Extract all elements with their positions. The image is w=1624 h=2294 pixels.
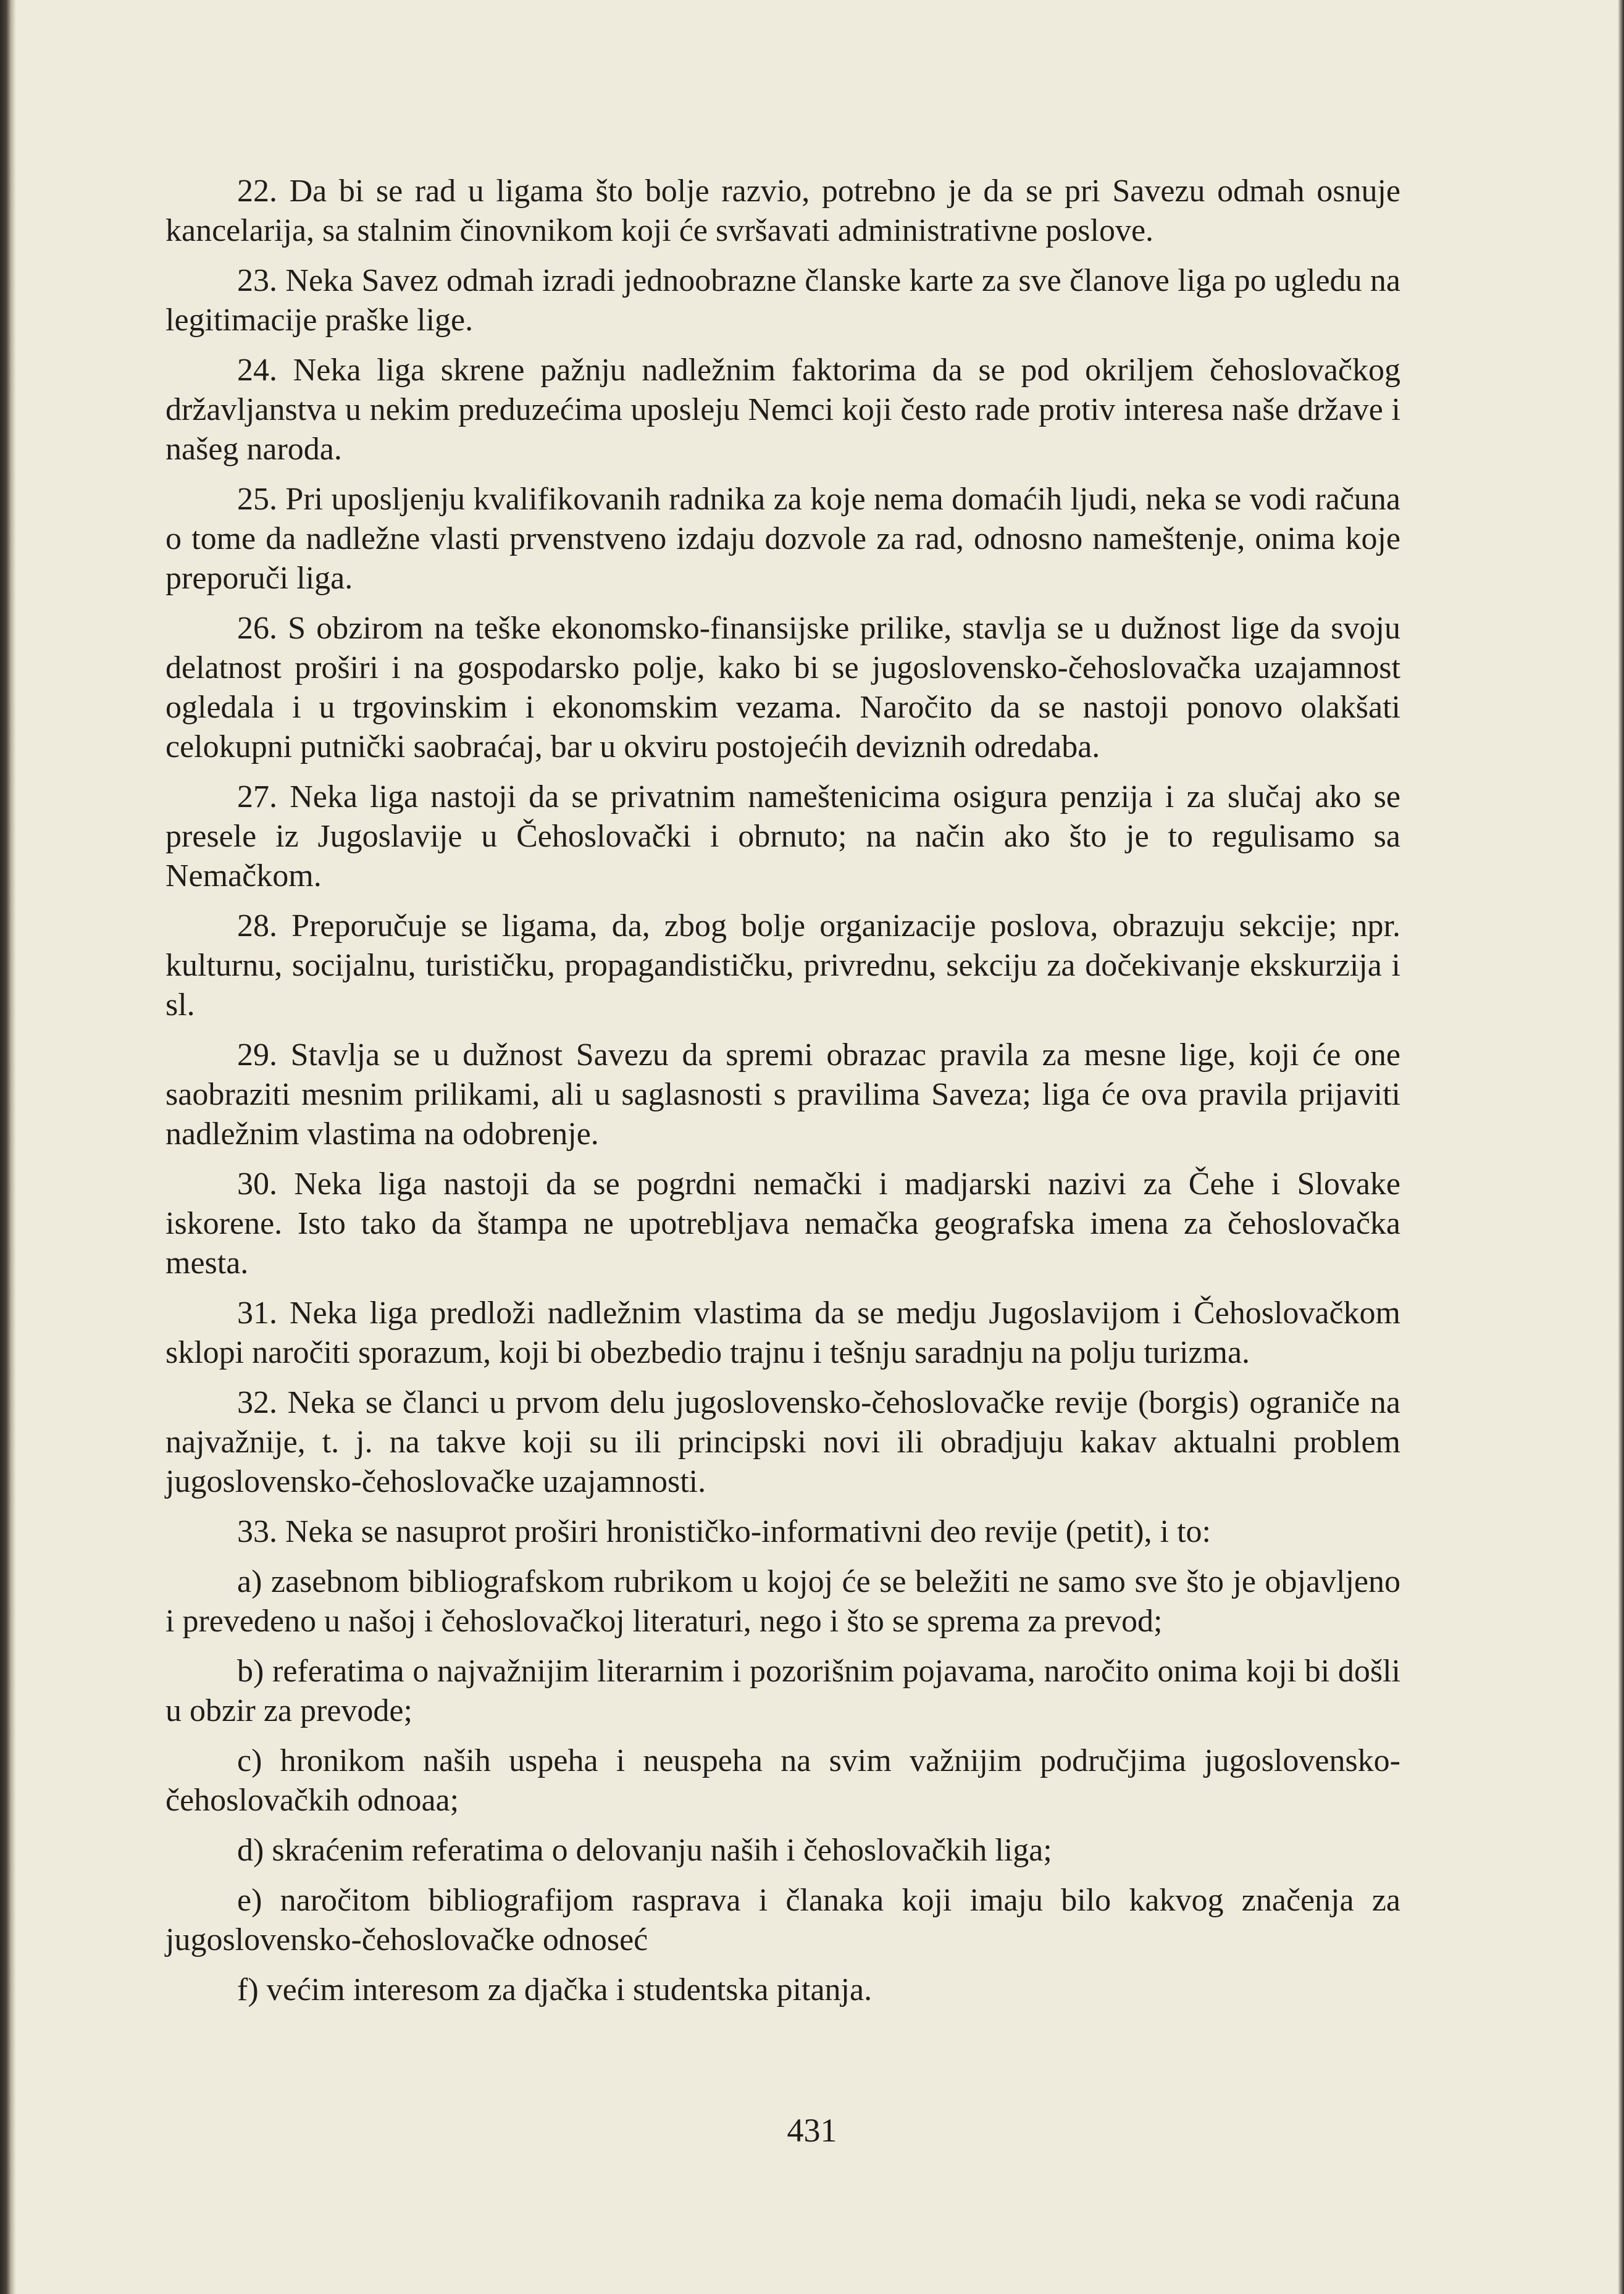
list-item-c: c) hronikom naših uspeha i neuspeha na svim važnijim područjima jugoslovensko-čehoslovačkih odnoaa; xyxy=(165,1743,1400,1818)
page-body xyxy=(165,172,1400,2020)
page-binding-edge xyxy=(0,0,16,2294)
paragraph-25: 25. Pri uposljenju kvalifikovanih radnika za koje nema domaćih ljudi, neka se vodi računa o tome da nadležne vlasti prvenstveno izdaju dozvole za rad, odnosno nameštenje, onima koje preporuči liga. xyxy=(165,482,1400,596)
list-item-f: f) većim interesom za djačka i studentska pitanja. xyxy=(237,1972,873,2007)
list-item-d: d) skraćenim referatima o delovanju naših i čehoslovačkih liga; xyxy=(237,1833,1052,1868)
paragraph-28: 28. Preporučuje se ligama, da, zbog bolje organizacije poslova, obrazuju sekcije; npr. kulturnu, socijalnu, turističku, propagandističku, privrednu, sekciju za dočekivanje ekskurzija i sl. xyxy=(165,908,1400,1023)
paragraph-32: 32. Neka se članci u prvom delu jugoslovensko-čehoslovačke revije (borgis) ograniče na najvažnije, t. j. na takve koji su ili principski novi ili obradjuju kakav aktualni problem jugoslovensko-čehoslovačke uzajamnosti. xyxy=(165,1385,1400,1499)
paragraph-23: 23. Neka Savez odmah izradi jednoobrazne članske karte za sve članove liga po ugledu na legitimacije praške lige. xyxy=(165,263,1400,338)
page-right-edge xyxy=(1618,0,1624,2294)
paragraph-26: 26. S obzirom na teške ekonomsko-finansijske prilike, stavlja se u dužnost lige da svoju delatnost proširi i na gospodarsko polje, kako bi se jugoslovensko-čehoslovačka uzajamnost ogledala i u trgovinskim i ekonomskim vezama. Naročito da se nastoji ponovo olakšati celokupni putnički saobraćaj, bar u okviru postojećih deviznih odredaba. xyxy=(165,611,1400,764)
paragraph-22: 22. Da bi se rad u ligama što bolje razvio, potrebno je da se pri Savezu odmah osnuje kancelarija, sa stalnim činovnikom koji će svršavati administrativne poslove. xyxy=(165,174,1400,248)
paragraph-30: 30. Neka liga nastoji da se pogrdni nemački i madjarski nazivi za Čehe i Slovake iskorene. Isto tako da štampa ne upotrebljava nemačka geografska imena za čehoslovačka mesta. xyxy=(165,1166,1400,1281)
list-item-a: a) zasebnom bibliografskom rubrikom u kojoj će se beležiti ne samo sve što je objavljeno i prevedeno u našoj i čehoslovačkoj literaturi, nego i što se sprema za prevod; xyxy=(165,1564,1400,1639)
list-item-e: e) naročitom bibliografijom rasprava i članaka koji imaju bilo kakvog značenja za jugoslovensko-čehoslovačke odnoseć xyxy=(165,1883,1400,1957)
paragraph-24: 24. Neka liga skrene pažnju nadležnim faktorima da se pod okriljem čehoslovačkog državljanstva u nekim preduzećima uposleju Nemci koji često rade protiv interesa naše države i našeg naroda. xyxy=(165,353,1400,467)
paragraph-31: 31. Neka liga predloži nadležnim vlastima da se medju Jugoslavijom i Čehoslovačkom sklopi naročiti sporazum, koji bi obezbedio trajnu i tešnju saradnju na polju turizma. xyxy=(165,1296,1400,1370)
paragraph-29: 29. Stavlja se u dužnost Savezu da spremi obrazac pravila za mesne lige, koji će one saobraziti mesnim prilikami, ali u saglasnosti s pravilima Saveza; liga će ova pravila prijaviti nadležnim vlastima na odobrenje. xyxy=(165,1037,1400,1152)
paragraph-33: 33. Neka se nasuprot proširi hronističko-informativni deo revije (petit), i to: xyxy=(237,1514,1211,1549)
page-number: 431 xyxy=(787,2112,837,2149)
paragraph-27: 27. Neka liga nastoji da se privatnim nameštenicima osigura penzija i za slučaj ako se presele iz Jugoslavije u Čehoslovački i obrnuto; na način ako što je to regulisamo sa Nemačkom. xyxy=(165,779,1400,894)
list-item-b: b) referatima o najvažnijim literarnim i pozorišnim pojavama, naročito onima koji bi došli u obzir za prevode; xyxy=(165,1654,1400,1728)
